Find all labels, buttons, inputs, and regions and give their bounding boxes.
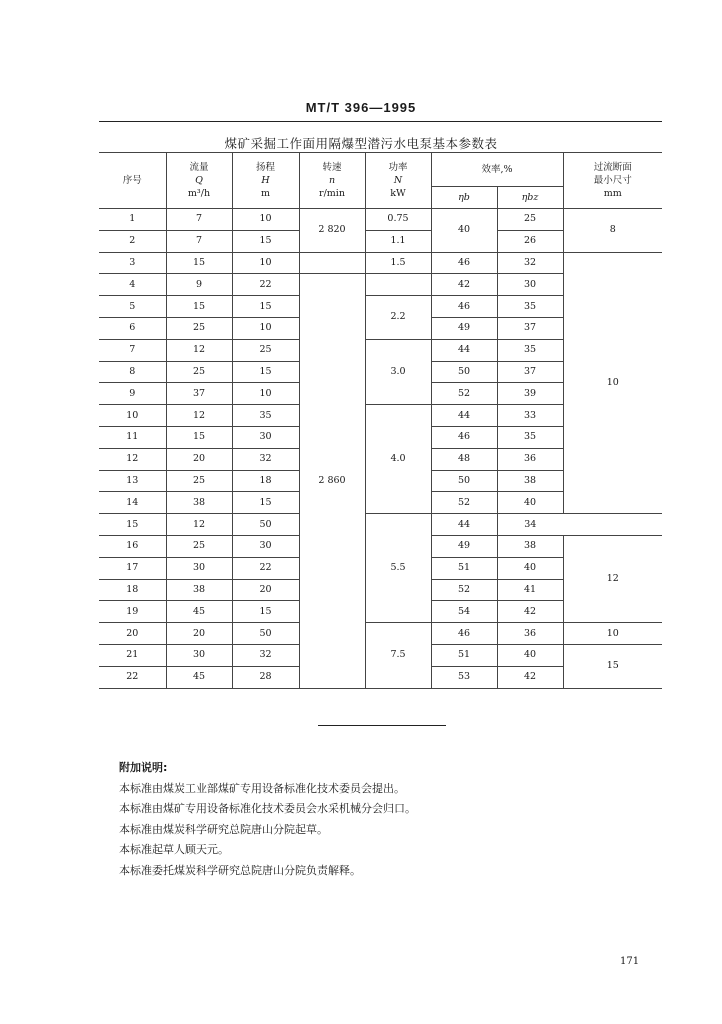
col-header-section xyxy=(563,153,662,209)
cell-no: 13 xyxy=(99,470,166,492)
flow-label: 流量 xyxy=(189,162,209,173)
cell-head: 10 xyxy=(232,383,299,405)
cell-eta-bz: 40 xyxy=(497,644,563,666)
cell-no: 8 xyxy=(99,361,166,383)
cell-flow: 15 xyxy=(166,252,232,274)
cell-eta-bz: 35 xyxy=(497,296,563,318)
cell-eta-b: 44 xyxy=(431,339,497,361)
cell-flow: 45 xyxy=(166,666,232,688)
cell-eta-b: 52 xyxy=(431,492,497,514)
cell-flow: 7 xyxy=(166,209,232,231)
cell-no: 11 xyxy=(99,426,166,448)
power-unit: kW xyxy=(390,188,406,199)
cell-no: 22 xyxy=(99,666,166,688)
head-symbol: H xyxy=(261,175,270,186)
speed-label: 转速 xyxy=(322,162,342,173)
standard-code-header: MT/T 396—1995 xyxy=(305,100,417,115)
cell-flow: 38 xyxy=(166,579,232,601)
head-unit: m xyxy=(260,188,270,199)
cell-section: 10 xyxy=(563,623,662,645)
cell-eta-bz: 34 xyxy=(497,514,563,536)
cell-head: 32 xyxy=(232,448,299,470)
cell-head: 22 xyxy=(232,274,299,296)
cell-flow: 37 xyxy=(166,383,232,405)
cell-section: 8 xyxy=(563,209,662,253)
cell-no: 10 xyxy=(99,405,166,427)
cell-no: 1 xyxy=(99,209,166,231)
cell-head: 22 xyxy=(232,557,299,579)
cell-flow: 12 xyxy=(166,514,232,536)
cell-eta-b: 46 xyxy=(431,426,497,448)
cell-head: 25 xyxy=(232,339,299,361)
cell-no: 12 xyxy=(99,448,166,470)
cell-eta-b: 52 xyxy=(431,383,497,405)
cell-no: 15 xyxy=(99,514,166,536)
cell-eta-b: 46 xyxy=(431,623,497,645)
cell-flow: 7 xyxy=(166,230,232,252)
cell-eta-b: 49 xyxy=(431,535,497,557)
cell-no: 7 xyxy=(99,339,166,361)
cell-no: 3 xyxy=(99,252,166,274)
cell-head: 15 xyxy=(232,230,299,252)
cell-eta-bz: 35 xyxy=(497,426,563,448)
cell-eta-b: 40 xyxy=(431,209,497,253)
cell-flow: 30 xyxy=(166,557,232,579)
cell-speed xyxy=(299,252,365,274)
cell-no: 19 xyxy=(99,601,166,623)
cell-eta-b: 46 xyxy=(431,296,497,318)
cell-head: 35 xyxy=(232,405,299,427)
cell-eta-b: 44 xyxy=(431,405,497,427)
cell-eta-bz: 38 xyxy=(497,470,563,492)
cell-flow: 9 xyxy=(166,274,232,296)
cell-eta-bz: 37 xyxy=(497,361,563,383)
cell-flow: 20 xyxy=(166,623,232,645)
cell-no: 14 xyxy=(99,492,166,514)
cell-eta-bz: 36 xyxy=(497,448,563,470)
cell-head: 30 xyxy=(232,535,299,557)
col-header-head xyxy=(232,153,299,209)
cell-flow: 45 xyxy=(166,601,232,623)
cell-flow: 30 xyxy=(166,644,232,666)
page-number: 171 xyxy=(620,956,640,967)
note-line: 本标准委托煤炭科学研究总院唐山分院负责解释。 xyxy=(119,863,361,877)
cell-eta-b: 53 xyxy=(431,666,497,688)
cell-no: 5 xyxy=(99,296,166,318)
cell-speed: 2 820 xyxy=(299,209,365,253)
table-row xyxy=(99,209,662,231)
cell-flow: 25 xyxy=(166,361,232,383)
cell-speed: 2 860 xyxy=(299,274,365,688)
cell-eta-b: 44 xyxy=(431,514,497,536)
cell-eta-b: 50 xyxy=(431,361,497,383)
col-header-power xyxy=(365,153,431,209)
speed-symbol: n xyxy=(328,175,336,186)
head-label: 扬程 xyxy=(255,162,275,173)
cell-power: 2.2 xyxy=(365,296,431,340)
cell-eta-b: 49 xyxy=(431,317,497,339)
cell-head: 20 xyxy=(232,579,299,601)
table-row xyxy=(99,623,662,645)
col-header-eta-b: ηb xyxy=(431,187,497,209)
section-label-line2: 最小尺寸 xyxy=(593,175,632,186)
cell-flow: 12 xyxy=(166,339,232,361)
table-row xyxy=(99,252,662,274)
cell-power: 7.5 xyxy=(365,623,431,688)
cell-flow: 15 xyxy=(166,296,232,318)
cell-no: 9 xyxy=(99,383,166,405)
section-unit: mm xyxy=(603,188,622,199)
cell-eta-b: 50 xyxy=(431,470,497,492)
note-line: 本标准由煤炭工业部煤矿专用设备标准化技术委员会提出。 xyxy=(119,781,405,795)
cell-section: 10 xyxy=(563,252,662,514)
cell-eta-bz: 40 xyxy=(497,492,563,514)
cell-flow: 12 xyxy=(166,405,232,427)
cell-eta-b: 52 xyxy=(431,579,497,601)
cell-no: 18 xyxy=(99,579,166,601)
cell-flow: 38 xyxy=(166,492,232,514)
power-label: 功率 xyxy=(388,162,408,173)
cell-eta-bz: 26 xyxy=(497,230,563,252)
col-header-seq: 序号 xyxy=(99,153,166,209)
col-header-speed xyxy=(299,153,365,209)
speed-unit: r/min xyxy=(319,188,345,199)
cell-head: 15 xyxy=(232,492,299,514)
cell-no: 16 xyxy=(99,535,166,557)
cell-power: 1.1 xyxy=(365,230,431,252)
cell-head: 10 xyxy=(232,252,299,274)
end-of-table-rule xyxy=(318,725,446,726)
cell-eta-b: 51 xyxy=(431,557,497,579)
cell-eta-bz: 42 xyxy=(497,666,563,688)
cell-power: 1.5 xyxy=(365,252,431,274)
power-symbol: N xyxy=(393,175,403,186)
additional-notes xyxy=(119,758,639,881)
cell-head: 32 xyxy=(232,644,299,666)
col-header-flow xyxy=(166,153,232,209)
cell-eta-bz: 37 xyxy=(497,317,563,339)
cell-head: 18 xyxy=(232,470,299,492)
cell-eta-bz: 38 xyxy=(497,535,563,557)
cell-no: 2 xyxy=(99,230,166,252)
notes-title: 附加说明: xyxy=(119,761,168,774)
cell-no: 6 xyxy=(99,317,166,339)
flow-symbol: Q xyxy=(195,175,203,186)
cell-eta-bz: 25 xyxy=(497,209,563,231)
cell-eta-b: 46 xyxy=(431,252,497,274)
cell-power: 4.0 xyxy=(365,405,431,514)
cell-section: 12 xyxy=(563,535,662,622)
parameters-table xyxy=(99,152,662,689)
cell-power: 5.5 xyxy=(365,514,431,623)
flow-unit: m³/h xyxy=(187,188,211,199)
cell-head: 10 xyxy=(232,209,299,231)
cell-eta-b: 51 xyxy=(431,644,497,666)
cell-head: 50 xyxy=(232,623,299,645)
cell-head: 15 xyxy=(232,361,299,383)
cell-flow: 25 xyxy=(166,317,232,339)
cell-head: 15 xyxy=(232,601,299,623)
cell-no: 21 xyxy=(99,644,166,666)
cell-eta-bz: 40 xyxy=(497,557,563,579)
note-line: 本标准由煤炭科学研究总院唐山分院起草。 xyxy=(119,822,328,836)
cell-head: 15 xyxy=(232,296,299,318)
cell-head: 30 xyxy=(232,426,299,448)
cell-flow: 20 xyxy=(166,448,232,470)
cell-power: 0.75 xyxy=(365,209,431,231)
header-rule xyxy=(99,121,662,122)
col-header-efficiency: 效率,% xyxy=(431,153,563,187)
cell-eta-bz: 42 xyxy=(497,601,563,623)
cell-eta-bz: 33 xyxy=(497,405,563,427)
cell-head: 10 xyxy=(232,317,299,339)
cell-no: 17 xyxy=(99,557,166,579)
cell-flow: 25 xyxy=(166,470,232,492)
cell-eta-b: 54 xyxy=(431,601,497,623)
cell-eta-bz: 30 xyxy=(497,274,563,296)
cell-head: 50 xyxy=(232,514,299,536)
table-title: 煤矿采掘工作面用隔爆型潜污水电泵基本参数表 xyxy=(224,136,498,151)
note-line: 本标准起草人顾天元。 xyxy=(119,843,229,856)
cell-power: 3.0 xyxy=(365,339,431,404)
cell-flow: 25 xyxy=(166,535,232,557)
cell-no: 20 xyxy=(99,623,166,645)
cell-eta-bz: 32 xyxy=(497,252,563,274)
cell-head: 28 xyxy=(232,666,299,688)
section-label-line1: 过流断面 xyxy=(593,162,632,173)
cell-eta-bz: 39 xyxy=(497,383,563,405)
table-row xyxy=(99,514,662,536)
cell-eta-bz: 35 xyxy=(497,339,563,361)
cell-flow: 15 xyxy=(166,426,232,448)
cell-section: 15 xyxy=(563,644,662,688)
note-line: 本标准由煤矿专用设备标准化技术委员会水采机械分会归口。 xyxy=(119,802,416,815)
cell-no: 4 xyxy=(99,274,166,296)
cell-power xyxy=(365,274,431,296)
col-header-eta-bz: ηbz xyxy=(497,187,563,209)
cell-eta-bz: 41 xyxy=(497,579,563,601)
cell-eta-b: 48 xyxy=(431,448,497,470)
cell-eta-bz: 36 xyxy=(497,623,563,645)
cell-eta-b: 42 xyxy=(431,274,497,296)
